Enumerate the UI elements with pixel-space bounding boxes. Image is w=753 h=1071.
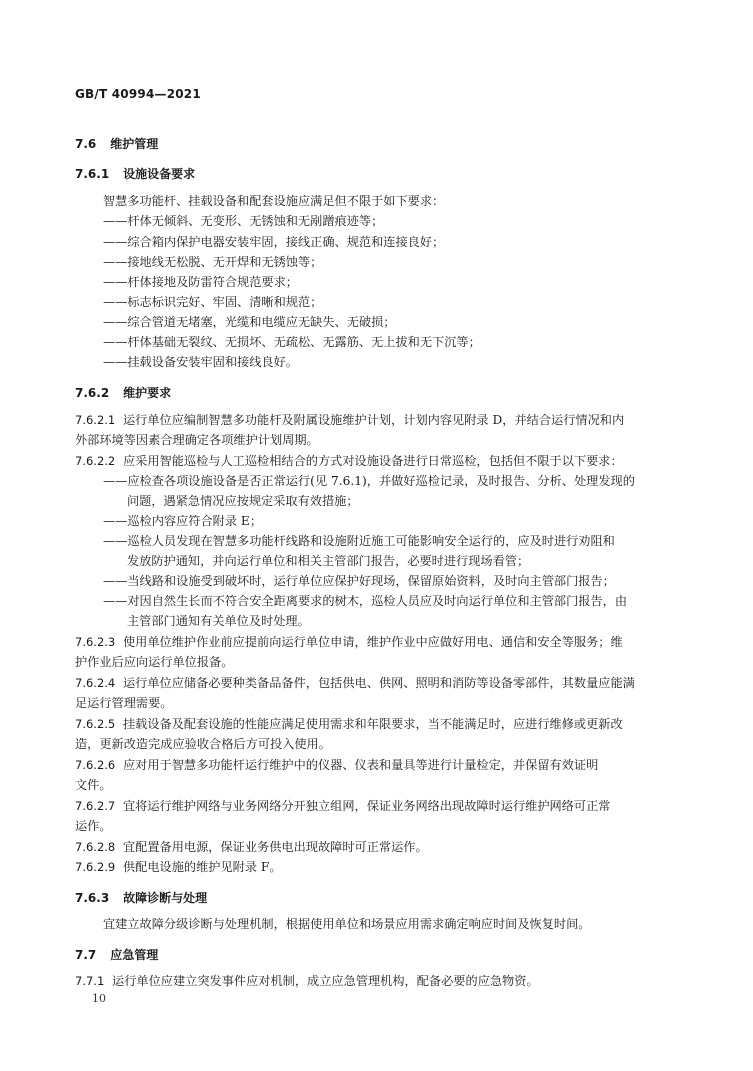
- section-title: 故障诊断与处理: [123, 891, 208, 905]
- standard-number: GB/T 40994—2021: [75, 87, 201, 101]
- paragraph: 宜建立故障分级诊断与处理机制，根据使用单位和场景应用需求确定响应时间及恢复时间。: [103, 917, 591, 931]
- section-heading-7-6-2: [75, 384, 171, 401]
- list-item: ——接地线无松脱、无开焊和无锈蚀等；: [103, 255, 323, 269]
- clause-text: 挂载设备及配套设施的性能应满足使用需求和年限要求，当不能满足时，应进行维修或更新改: [122, 717, 623, 731]
- list-item: ——当线路和设施受到破坏时，运行单位应保护好现场，保留原始资料，及时向主管部门报告；: [103, 574, 615, 588]
- list-item-cont: 问题，遇紧急情况应按规定采取有效措施；: [127, 494, 359, 508]
- list-item: ——杆体基础无裂纹、无损坏、无疏松、无露筋、无上拔和无下沉等；: [103, 335, 481, 349]
- paragraph: 智慧多功能杆、挂载设备和配套设施应满足但不限于如下要求：: [103, 194, 445, 208]
- clause-text: 供配电设施的维护见附录 F。: [122, 860, 282, 874]
- clause-line: [75, 861, 282, 874]
- section-title: 设施设备要求: [123, 167, 196, 181]
- clause-line: [75, 800, 610, 813]
- clause-number: 7.6.2.7: [75, 799, 116, 813]
- section-number: 7.6.3: [75, 891, 110, 905]
- section-number: 7.6.1: [75, 167, 110, 181]
- list-item: ——对因自然生长而不符合安全距离要求的树木，巡检人员应及时向运行单位和主管部门报告，由: [103, 594, 628, 608]
- section-title: 维护要求: [123, 386, 172, 400]
- clause-text: 使用单位维护作业前应提前向运行单位申请，维护作业中应做好用电、通信和安全等服务；维: [122, 635, 623, 649]
- list-item: ——应检查各项设施设备是否正常运行(见 7.6.1)，并做好巡检记录，及时报告、分析、处理发现的: [103, 474, 635, 488]
- list-item: ——巡检内容应符合附录 E；: [103, 514, 263, 528]
- clause-line: 文件。: [75, 778, 112, 792]
- list-item: ——综合箱内保护电器安装牢固，接线正确、规范和连接良好；: [103, 235, 445, 249]
- clause-line: [75, 759, 598, 772]
- clause-text: 应采用智能巡检与人工巡检相结合的方式对设施设备进行日常巡检，包括但不限于以下要求：: [122, 454, 623, 468]
- clause-number: 7.6.2.4: [75, 676, 116, 690]
- clause-number: 7.6.2.6: [75, 758, 116, 772]
- clause-text: 运行单位应建立突发事件应对机制，成立应急管理机构，配备必要的应急物资。: [112, 974, 539, 988]
- clause-number: 7.7.1: [75, 974, 105, 988]
- clause-line: 运作。: [75, 819, 112, 833]
- clause-number: 7.6.2.1: [75, 413, 116, 427]
- clause-number: 7.6.2.3: [75, 635, 116, 649]
- clause-line: 造，更新改造完成应验收合格后方可投入使用。: [75, 737, 331, 751]
- clause-line: [75, 841, 428, 854]
- clause-number: 7.6.2.5: [75, 717, 116, 731]
- list-item: ——标志标识完好、牢固、清晰和规范；: [103, 295, 323, 309]
- clause-line: [75, 636, 623, 649]
- clause-line: [75, 677, 635, 690]
- list-item: ——巡检人员发现在智慧多功能杆线路和设施附近施工可能影响安全运行的，应及时进行劝阻和: [103, 534, 615, 548]
- clause-line: [75, 975, 539, 988]
- section-number: 7.7: [75, 948, 97, 962]
- clause-text: 运行单位应编制智慧多功能杆及附属设施维护计划，计划内容见附录 D，并结合运行情况和内: [122, 413, 625, 427]
- section-number: 7.6.2: [75, 386, 110, 400]
- section-number: 7.6: [75, 137, 97, 151]
- clause-line: 足运行管理需要。: [75, 696, 173, 710]
- page-number: 10: [92, 992, 106, 1005]
- section-heading-7-6: [75, 135, 158, 152]
- clause-text: 应对用于智慧多功能杆运行维护中的仪器、仪表和量具等进行计量检定，并保留有效证明: [122, 758, 599, 772]
- clause-line: 护作业后应向运行单位报备。: [75, 655, 234, 669]
- section-heading-7-6-3: [75, 889, 207, 906]
- clause-number: 7.6.2.8: [75, 840, 116, 854]
- section-title: 应急管理: [110, 948, 159, 962]
- clause-text: 宜配置备用电源，保证业务供电出现故障时可正常运作。: [122, 840, 428, 854]
- clause-number: 7.6.2.2: [75, 454, 116, 468]
- clause-text: 运行单位应储备必要种类备品备件，包括供电、供网、照明和消防等设备零部件，其数量应能满: [122, 676, 635, 690]
- list-item: ——杆体无倾斜、无变形、无锈蚀和无剐蹭痕迹等；: [103, 214, 384, 228]
- list-item: ——杆体接地及防雷符合规范要求；: [103, 275, 298, 289]
- clause-number: 7.6.2.9: [75, 860, 116, 874]
- section-heading-7-7: [75, 946, 158, 963]
- list-item-cont: 主管部门通知有关单位及时处理。: [127, 614, 310, 628]
- clause-line: [75, 414, 624, 427]
- section-title: 维护管理: [110, 137, 159, 151]
- clause-line: 外部环境等因素合理确定各项维护计划周期。: [75, 433, 319, 447]
- clause-text: 宜将运行维护网络与业务网络分开独立组网，保证业务网络出现故障时运行维护网络可正常: [122, 799, 611, 813]
- list-item: ——综合管道无堵塞，光缆和电缆应无缺失、无破损；: [103, 315, 396, 329]
- clause-line: [75, 455, 623, 468]
- clause-line: [75, 718, 623, 731]
- list-item-cont: 发放防护通知，并向运行单位和相关主管部门报告，必要时进行现场看管；: [127, 554, 530, 568]
- section-heading-7-6-1: [75, 165, 195, 182]
- list-item: ——挂载设备安装牢固和接线良好。: [103, 355, 298, 369]
